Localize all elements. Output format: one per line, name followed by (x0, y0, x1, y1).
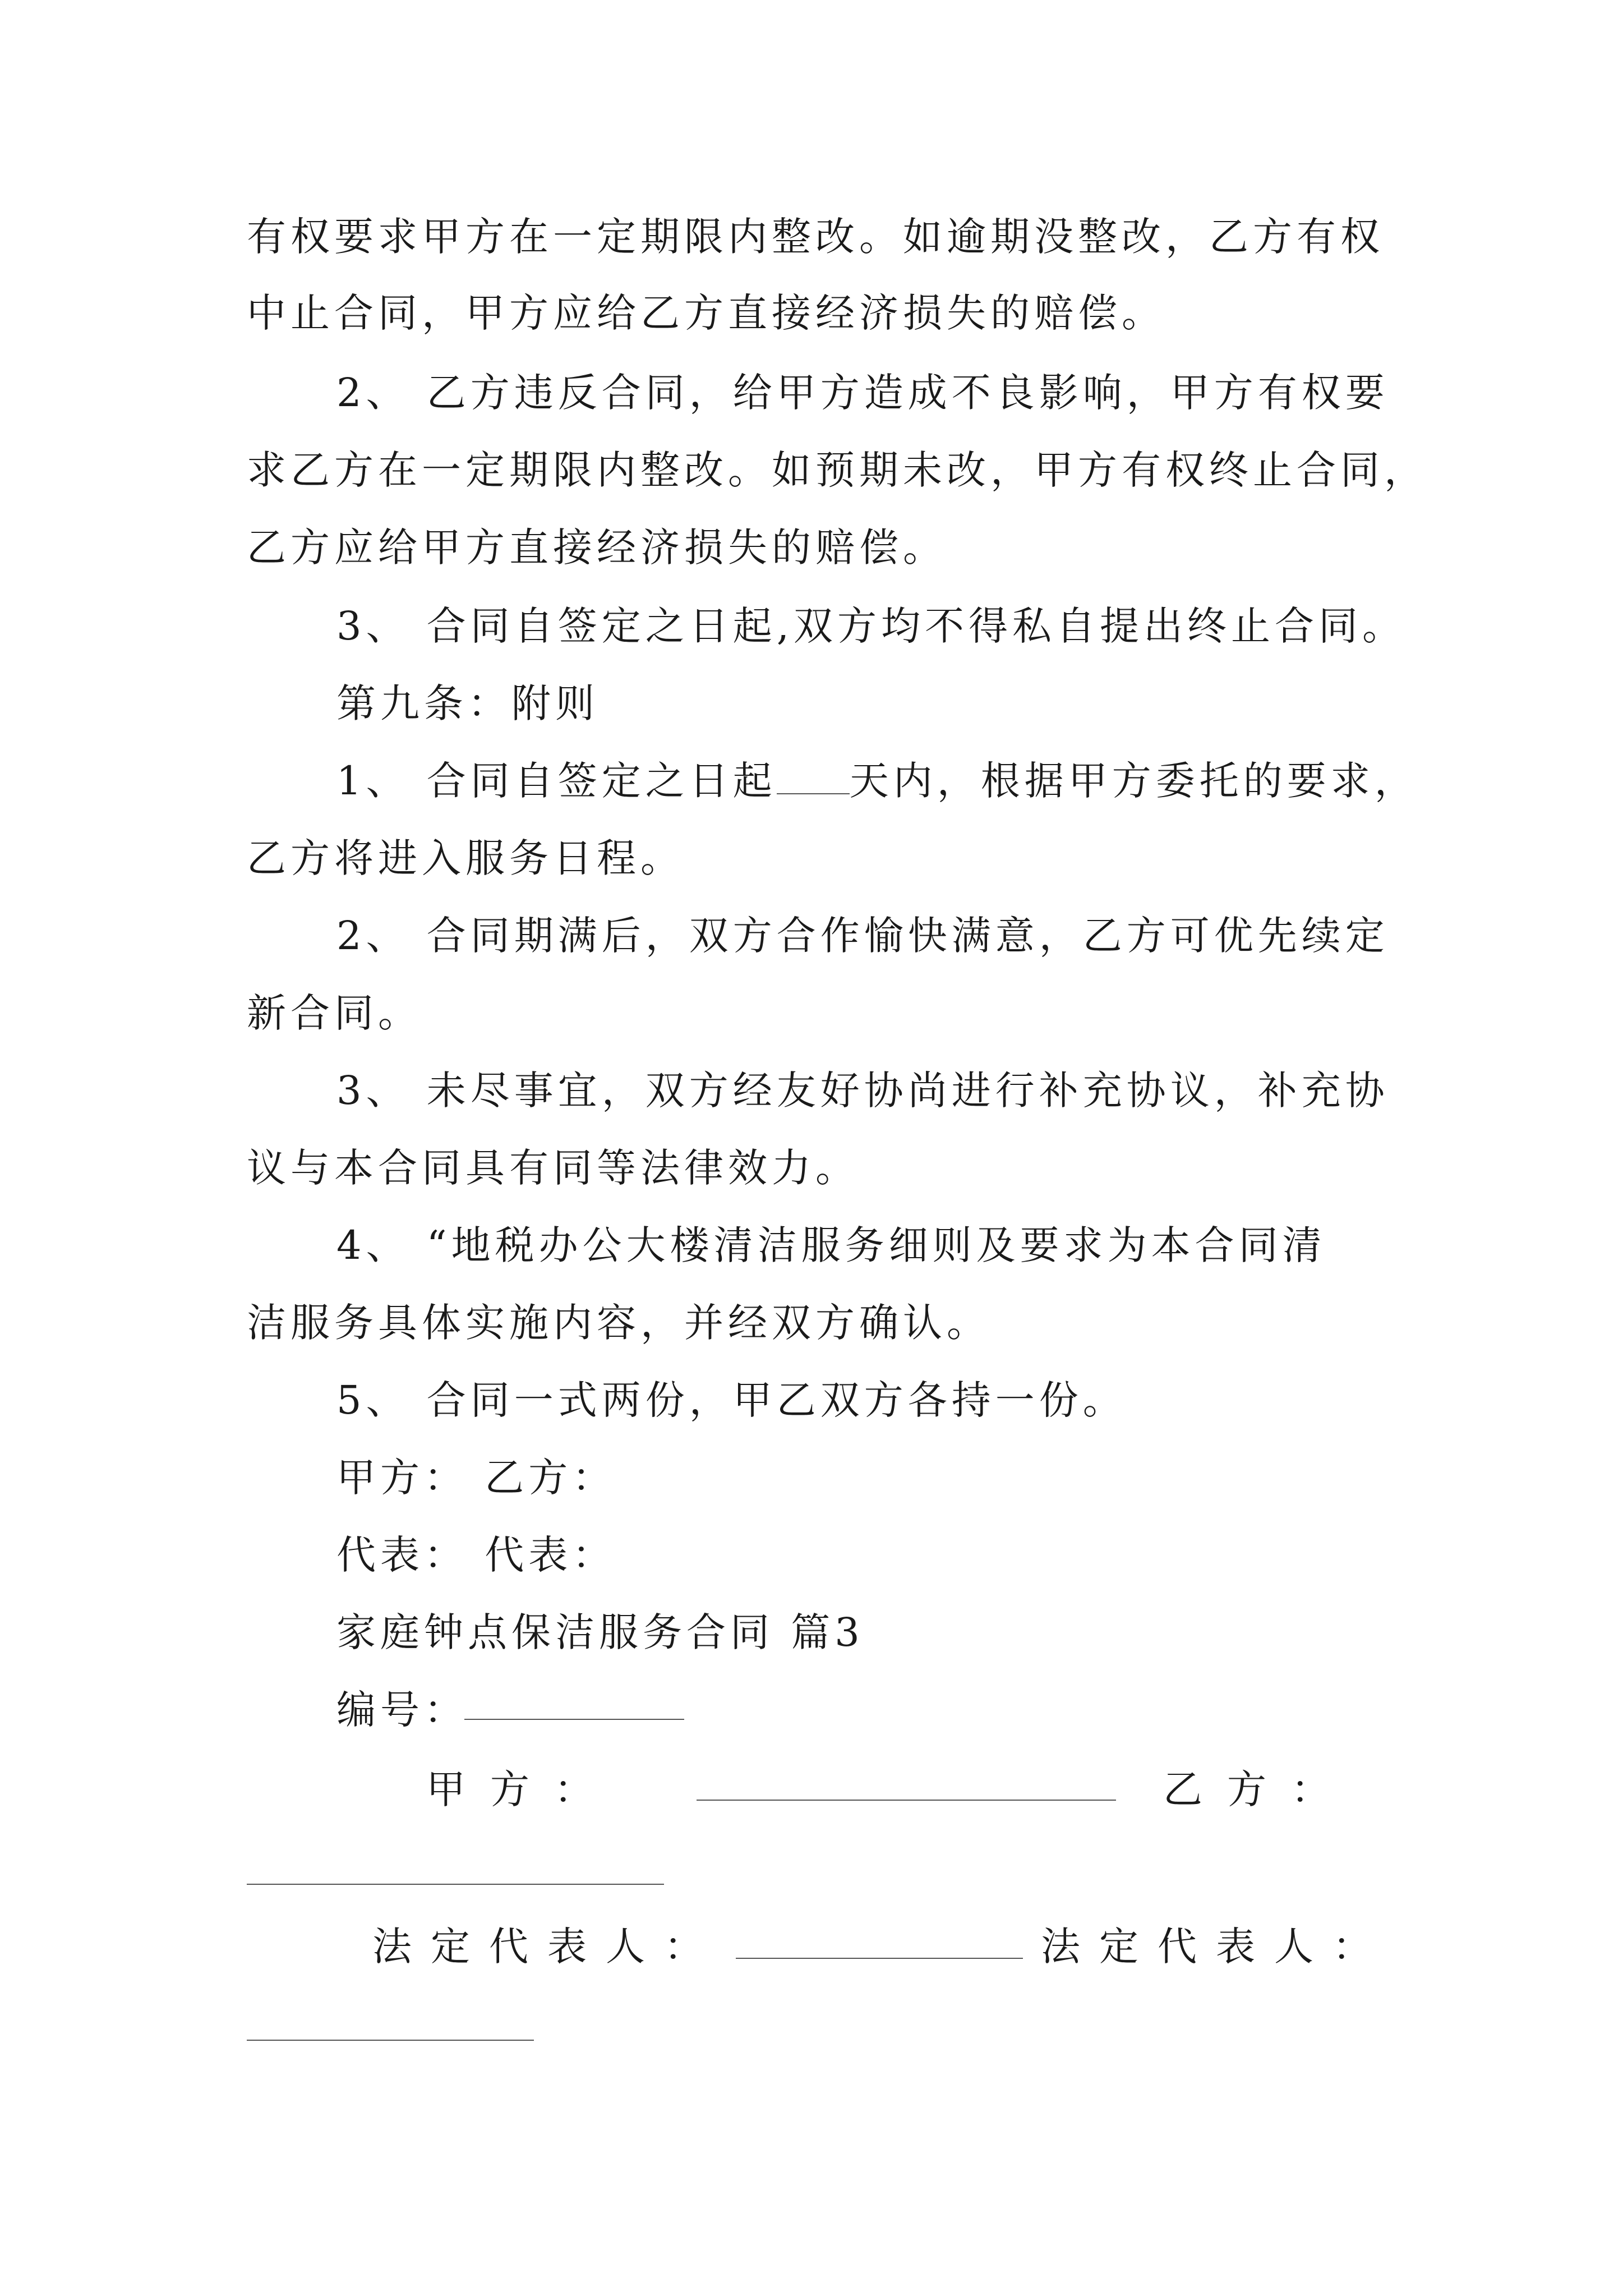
paragraph-line: 乙方应给甲方直接经济损失的赔偿。 (247, 524, 947, 570)
party-a-blank (697, 1800, 1116, 1801)
paragraph-line: 中止合同，甲方应给乙方直接经济损失的赔偿。 (247, 290, 1165, 336)
legal-rep-a-blank (736, 1958, 1023, 1959)
paragraph-line: 3、 合同自签定之日起,双方均不得私自提出终止合同。 (336, 603, 1407, 649)
contract-number-blank (464, 1719, 684, 1720)
paragraph-line: 洁服务具体实施内容，并经双方确认。 (247, 1300, 990, 1346)
paragraph-line: 求乙方在一定期限内整改。如预期未改，甲方有权终止合同， (247, 447, 1428, 493)
paragraph-line-start: 1、 合同自签定之日起 (336, 758, 777, 804)
party-b-blank (247, 1884, 664, 1885)
contract-title: 家庭钟点保洁服务合同 篇3 (336, 1609, 864, 1655)
signature-representatives-line: 代表： 代表： (336, 1532, 616, 1578)
paragraph-line: 5、 合同一式两份，甲乙双方各持一份。 (336, 1377, 1127, 1423)
paragraph-line: 2、 乙方违反合同，给甲方造成不良影响，甲方有权要 (336, 370, 1389, 416)
contract-number-label: 编号： (336, 1687, 468, 1733)
paragraph-line: 4、 “地税办公大楼清洁服务细则及要求为本合同清 (336, 1222, 1326, 1268)
paragraph-line: 乙方将进入服务日程。 (247, 835, 684, 881)
days-blank (777, 758, 850, 794)
party-a-label: 甲方： (426, 1766, 618, 1812)
paragraph-line: 2、 合同期满后，双方合作愉快满意，乙方可优先续定 (336, 913, 1389, 959)
paragraph-line (336, 754, 1418, 808)
legal-rep-a-label: 法定代表人： (372, 1924, 722, 1970)
legal-rep-b-label: 法定代表人： (1041, 1924, 1391, 1970)
paragraph-line-end: 天内，根据甲方委托的要求， (849, 758, 1418, 804)
paragraph-line: 有权要求甲方在一定期限内整改。如逾期没整改，乙方有权 (247, 214, 1384, 260)
paragraph-line: 新合同。 (247, 990, 422, 1036)
party-b-label: 乙方： (1163, 1766, 1355, 1812)
section-heading: 第九条：附则 (336, 680, 599, 726)
signature-parties-line: 甲方： 乙方： (336, 1455, 616, 1501)
paragraph-line: 3、 未尽事宜，双方经友好协尚进行补充协议，补充协 (336, 1068, 1389, 1114)
paragraph-line: 议与本合同具有同等法律效力。 (247, 1145, 859, 1191)
legal-rep-b-blank (247, 2040, 534, 2041)
